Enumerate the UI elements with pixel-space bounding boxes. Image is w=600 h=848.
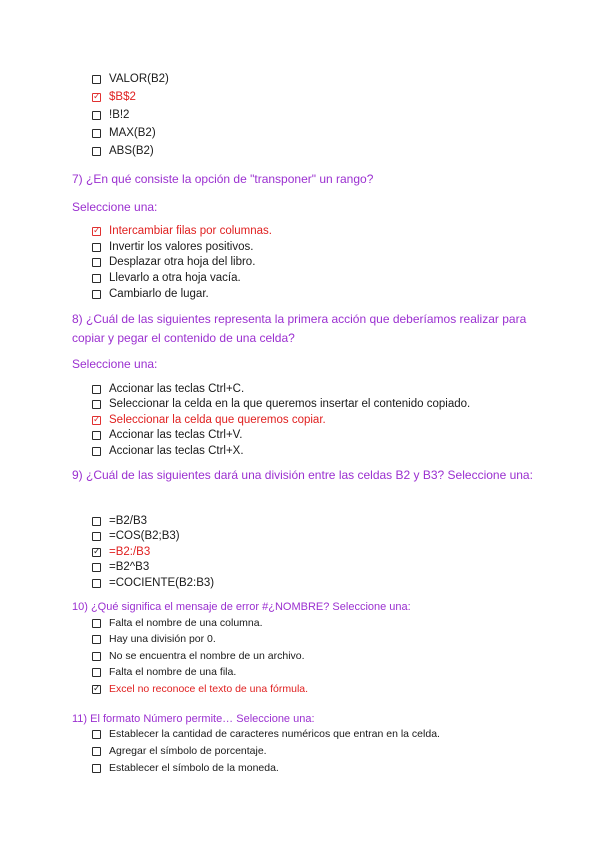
option-label: Seleccionar la celda que queremos copiar. (109, 414, 326, 426)
option-label: Accionar las teclas Ctrl+V. (109, 429, 243, 441)
checkbox-icon[interactable] (92, 75, 101, 84)
checkbox-icon[interactable] (92, 400, 101, 409)
q8-option[interactable] (92, 428, 242, 443)
option-label: $B$2 (109, 91, 136, 103)
question-8: 8) ¿Cuál de las siguientes representa la primera acción que deberíamos realizar para copiar y pegar el contenido de una celda? (72, 312, 527, 345)
q7-option[interactable] (92, 287, 209, 302)
option-max[interactable] (92, 126, 156, 141)
q10-option[interactable] (92, 649, 305, 664)
checkbox-icon[interactable] (92, 619, 101, 628)
checkbox-icon[interactable] (92, 652, 101, 661)
q10-option[interactable] (92, 632, 216, 647)
checkbox-icon[interactable] (92, 668, 101, 677)
option-label: Falta el nombre de una columna. (109, 617, 263, 629)
question-10: 10) ¿Qué significa el mensaje de error #¿NOMBRE? Seleccione una: (72, 601, 411, 613)
option-valor[interactable] (92, 72, 169, 87)
q7-option[interactable] (92, 255, 255, 270)
option-label: !B!2 (109, 109, 130, 121)
question-11: 11) El formato Número permite… Seleccione una: (72, 713, 315, 725)
q8-option[interactable] (92, 413, 326, 428)
option-abs-ref[interactable] (92, 90, 136, 105)
checked-checkbox-icon[interactable]: ✓ (93, 91, 101, 101)
q11-option[interactable] (92, 727, 440, 742)
option-label: =B2:/B3 (109, 546, 151, 558)
option-excl[interactable] (92, 108, 129, 123)
checkbox-icon[interactable] (92, 290, 101, 299)
option-label: Agregar el símbolo de porcentaje. (109, 745, 267, 757)
checkbox-icon[interactable] (92, 747, 101, 756)
option-abs[interactable] (92, 144, 154, 159)
option-label: MAX(B2) (109, 127, 156, 139)
checked-checkbox-icon[interactable]: ✓ (93, 683, 101, 693)
checkbox-icon[interactable] (92, 532, 101, 541)
q9-option[interactable] (92, 514, 147, 529)
option-label: Intercambiar filas por columnas. (109, 225, 272, 237)
q8-option[interactable] (92, 397, 470, 412)
q10-option[interactable] (92, 682, 308, 697)
option-label: =COCIENTE(B2:B3) (109, 577, 215, 589)
option-label: Establecer el símbolo de la moneda. (109, 762, 279, 774)
q9-option[interactable] (92, 560, 149, 575)
q7-option[interactable] (92, 271, 241, 286)
checkbox-icon[interactable] (92, 517, 101, 526)
q9-option[interactable] (92, 576, 214, 591)
option-label: Accionar las teclas Ctrl+C. (109, 383, 245, 395)
q10-option[interactable] (92, 665, 236, 680)
checkbox-icon[interactable] (92, 129, 101, 138)
q11-option[interactable] (92, 744, 267, 759)
checked-checkbox-icon[interactable]: ✓ (93, 414, 101, 424)
select-one-label: Seleccione una: (72, 357, 158, 371)
option-label: =B2^B3 (109, 561, 150, 573)
option-label: Hay una división por 0. (109, 633, 216, 645)
checkbox-icon[interactable] (92, 579, 101, 588)
checkbox-icon[interactable] (92, 274, 101, 283)
q7-option[interactable] (92, 224, 272, 239)
q7-option[interactable] (92, 240, 253, 255)
option-label: =B2/B3 (109, 515, 148, 527)
option-label: Desplazar otra hoja del libro. (109, 256, 256, 268)
option-label: Seleccionar la celda en la que queremos insertar el contenido copiado. (109, 398, 471, 410)
question-7: 7) ¿En qué consiste la opción de "transponer" un rango? (72, 172, 374, 186)
checkbox-icon[interactable] (92, 258, 101, 267)
q11-option[interactable] (92, 761, 279, 776)
option-label: VALOR(B2) (109, 73, 169, 85)
option-label: Invertir los valores positivos. (109, 241, 254, 253)
checked-checkbox-icon[interactable]: ✓ (93, 546, 101, 556)
option-label: Accionar las teclas Ctrl+X. (109, 445, 244, 457)
option-label: No se encuentra el nombre de un archivo. (109, 650, 305, 662)
checkbox-icon[interactable] (92, 385, 101, 394)
checked-checkbox-icon[interactable]: ✓ (93, 225, 101, 235)
q8-option[interactable] (92, 382, 244, 397)
checkbox-icon[interactable] (92, 243, 101, 252)
question-9: 9) ¿Cuál de las siguientes dará una división entre las celdas B2 y B3? Seleccione una: (72, 468, 533, 482)
select-one-label: Seleccione una: (72, 200, 158, 214)
checkbox-icon[interactable] (92, 447, 101, 456)
checkbox-icon[interactable] (92, 635, 101, 644)
checkbox-icon[interactable] (92, 563, 101, 572)
checkbox-icon[interactable] (92, 730, 101, 739)
q9-option[interactable] (92, 545, 150, 560)
option-label: Llevarlo a otra hoja vacía. (109, 272, 241, 284)
q9-option[interactable] (92, 529, 180, 544)
checkbox-icon[interactable] (92, 147, 101, 156)
checkbox-icon[interactable] (92, 764, 101, 773)
option-label: Cambiarlo de lugar. (109, 288, 209, 300)
q8-option[interactable] (92, 444, 244, 459)
checkbox-icon[interactable] (92, 111, 101, 120)
q10-option[interactable] (92, 616, 263, 631)
option-label: =COS(B2;B3) (109, 530, 180, 542)
option-label: ABS(B2) (109, 145, 154, 157)
option-label: Establecer la cantidad de caracteres numéricos que entran en la celda. (109, 728, 440, 740)
checkbox-icon[interactable] (92, 431, 101, 440)
option-label: Falta el nombre de una fila. (109, 666, 237, 678)
option-label: Excel no reconoce el texto de una fórmula. (109, 683, 309, 695)
